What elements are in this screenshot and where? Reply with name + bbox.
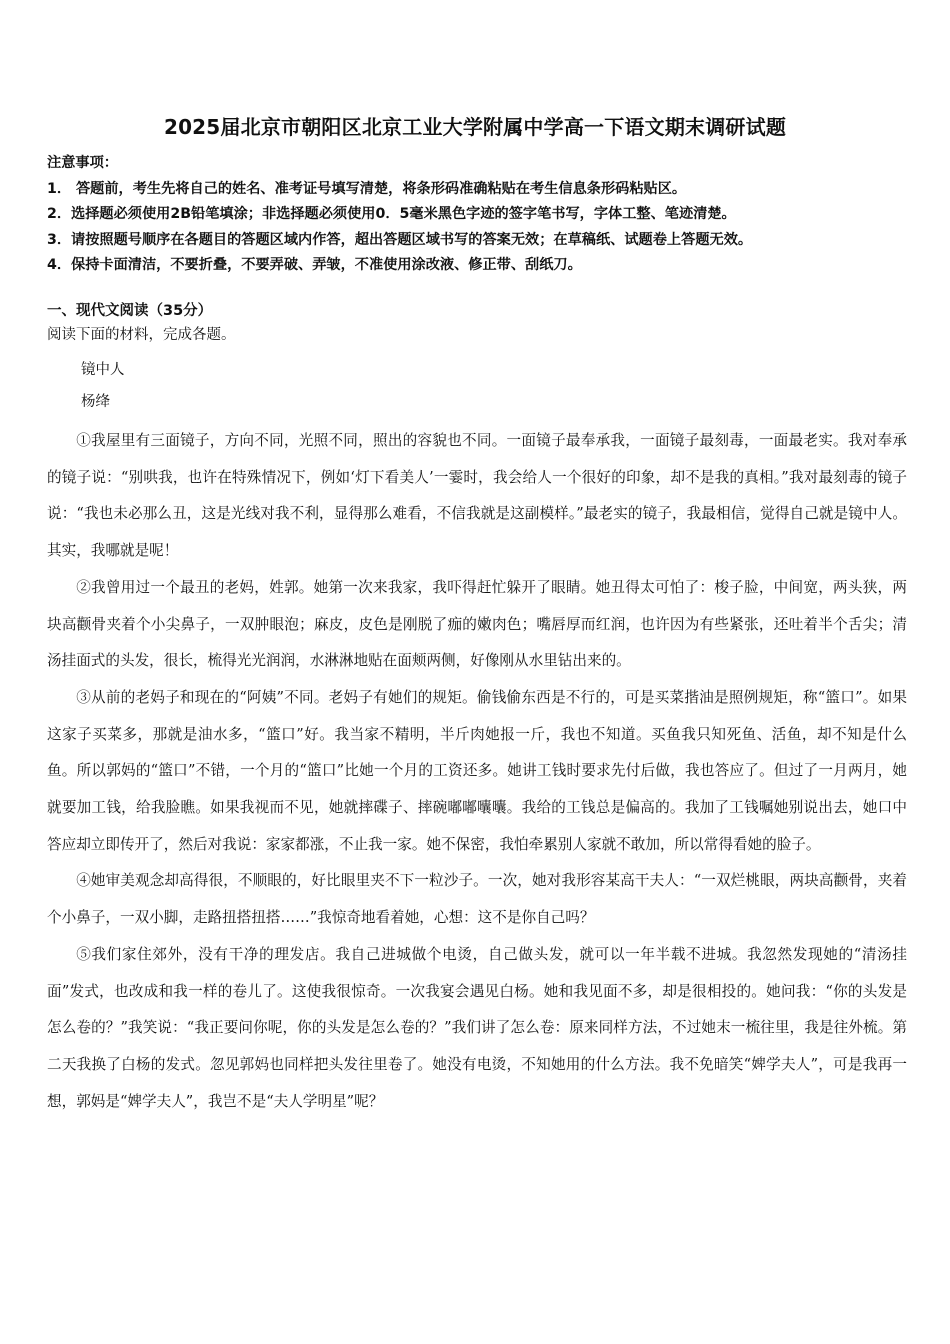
article-title: 镜中人 <box>81 362 125 378</box>
article-paragraph: ②我曾用过一个最丑的老妈，姓郭。她第一次来我家，我吓得赶忙躲开了眼睛。她丑得太可怕了：梭子脸，中间宽，两头狭，两块高颧骨夹着个小尖鼻子，一双肿眼泡；麻皮，皮色是刚脱了痂的嫩肉色；嘴唇厚而红润，也许因为有些紧张，还吐着半个舌尖；清汤挂面式的头发，很长，梳得光光润润，水淋淋地贴在面颊两侧，好像刚从水里钻出来的。 <box>47 578 907 670</box>
article-paragraph: ④她审美观念却高得很，不顺眼的，好比眼里夹不下一粒沙子。一次，她对我形容某高干夫人：“一双烂桃眼，两块高颧骨，夹着个小鼻子，一双小脚，走路扭搭扭搭……”我惊奇地看着她，心想：这不是你自己吗？ <box>47 872 907 927</box>
notice-item: 3．请按照题号顺序在各题目的答题区域内作答，超出答题区域书写的答案无效；在草稿纸、试题卷上答题无效。 <box>47 231 753 248</box>
article-paragraph: ①我屋里有三面镜子，方向不同，光照不同，照出的容貌也不同。一面镜子最奉承我，一面镜子最刻毒，一面最老实。我对奉承的镜子说：“别哄我，也许在特殊情况下，例如‘灯下看美人’一霎时，我会给人一个很好的印象，却不是我的真相。”我对最刻毒的镜子说：“我也未必那么丑，这是光线对我不利，显得那么难看，不信我就是这副模样。”最老实的镜子，我最相信，觉得自己就是镜中人。其实，我哪就是呢！ <box>47 432 907 560</box>
article-paragraph: ⑤我们家住郊外，没有干净的理发店。我自己进城做个电烫，自己做头发，就可以一年半载不进城。我忽然发现她的“清汤挂面”发式，也改成和我一样的卷儿了。这使我很惊奇。一次我宴会遇见白杨。她和我见面不多，却是很相投的。她问我：“你的头发是怎么卷的？”我笑说：“我正要问你呢，你的头发是怎么卷的？”我们讲了怎么卷：原来同样方法，不过她末一梳往里，我是往外梳。第二天我换了白杨的发式。忽见郭妈也同样把头发往里卷了。她没有电烫，不知她用的什么方法。我不免暗笑“婢学夫人”，可是我再一想，郭妈是“婢学夫人”，我岂不是“夫人学明星”呢？ <box>47 945 907 1110</box>
section-heading: 一、现代文阅读（35分） <box>47 303 213 319</box>
notice-item: 1． 答题前，考生先将自己的姓名、准考证号填写清楚，将条形码准确粘贴在考生信息条形码粘贴区。 <box>47 180 687 197</box>
page-title: 2025届北京市朝阳区北京工业大学附属中学高一下语文期末调研试题 <box>163 115 787 139</box>
section-instruction: 阅读下面的材料，完成各题。 <box>47 327 236 343</box>
notice-heading: 注意事项： <box>47 155 118 171</box>
article-paragraph: ③从前的老妈子和现在的“阿姨”不同。老妈子有她们的规矩。偷钱偷东西是不行的，可是买菜揩油是照例规矩，称“篮口”。如果这家子买菜多，那就是油水多，“篮口”好。我当家不精明，半斤肉她报一斤，我也不知道。买鱼我只知死鱼、活鱼，却不知是什么鱼。所以郭妈的“篮口”不错，一个月的“篮口”比她一个月的工资还多。她讲工钱时要求先付后做，我也答应了。但过了一月两月，她就要加工钱，给我脸瞧。如果我视而不见，她就摔碟子、摔碗嘟嘟囔囔。我给的工钱总是偏高的。我加了工钱嘱她别说出去，她口中答应却立即传开了，然后对我说：家家都涨，不止我一家。她不保密，我怕牵累别人家就不敢加，所以常得看她的脸子。 <box>47 688 907 853</box>
article-body <box>47 423 907 1120</box>
notice-item: 4．保持卡面清洁，不要折叠，不要弄破、弄皱，不准使用涂改液、修正带、刮纸刀。 <box>47 257 582 273</box>
notice-block <box>47 151 917 279</box>
notice-item: 2．选择题必须使用2B铅笔填涂；非选择题必须使用0．5毫米黑色字迹的签字笔书写，字体工整、笔迹清楚。 <box>47 206 736 222</box>
article-author: 杨绛 <box>81 394 110 410</box>
section-header <box>47 299 907 347</box>
